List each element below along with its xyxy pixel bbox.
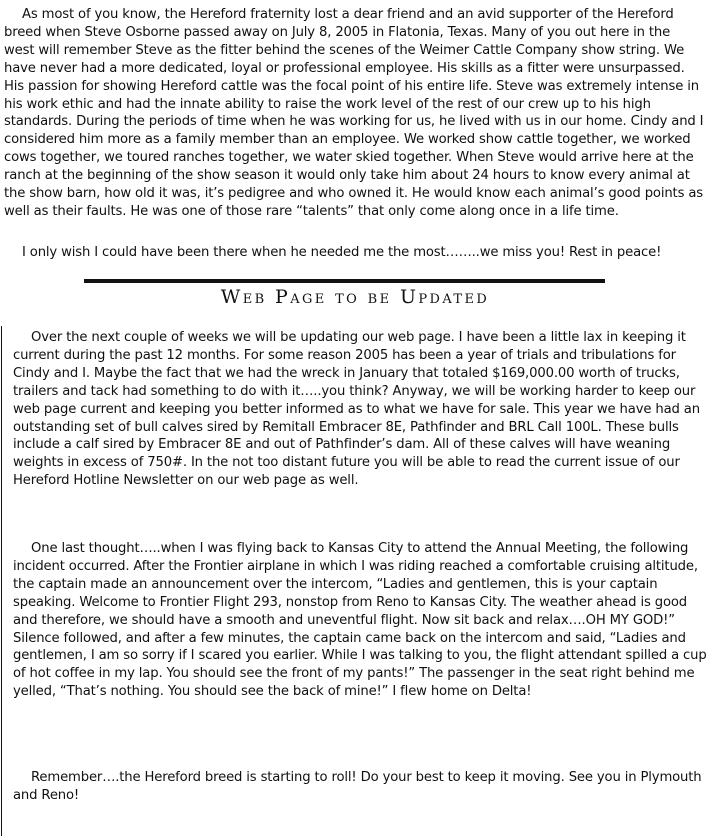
closing-text: Remember….the Hereford breed is starting to roll! Do your best to keep it moving. See you in Plymouth and Reno! [13, 770, 702, 803]
section-divider [84, 279, 605, 283]
tribute-paragraph [4, 6, 704, 221]
tribute-closing: I only wish I could have been there when he needed me the most……..we miss you! Rest in peace! [22, 245, 662, 260]
closing-paragraph [13, 769, 707, 805]
airplane-story-text: One last thought…..when I was flying back to Kansas City to attend the Annual Meeting, the following incident occurred. After the Frontier airplane in which I was riding reached a comfortable cruising altitude, the captain made an announcement over the intercom, “Ladies and gentlemen, this is your captain speaking. Welcome to Frontier Flight 293, nonstop from Reno to Kansas City. The weather ahead is good and therefore, we should have a smooth and uneventful flight. Now sit back and relax….OH MY GOD!” Silence followed, and after a few minutes, the captain came back on the intercom and said, “Ladies and gentlemen, I am so sorry if I scared you earlier. While I was talking to you, the flight attendant spilled a cup of hot coffee in my lap. You should see the front of my pants!” The passenger in the seat right behind me yelled, “That’s nothing. You should see the back of mine!” I flew home on Delta! [13, 541, 707, 700]
web-update-text: Over the next couple of weeks we will be updating our web page. I have been a little lax in keeping it current during the past 12 months. For some reason 2005 has been a year of trials and tribulations for Cindy and I. Maybe the fact that we had the wreck in January that totaled $169,000.00 worth of trucks, trailers and tack had something to do with it…..you think? Anyway, we will be working harder to keep our web page current and keeping you better informed as to what we have for sale. This year we have had an outstanding set of bull calves sired by Remitall Embracer 8E, Pathfinder and BRL Call 100L. These bulls include a calf sired by Embracer 8E and out of Pathfinder’s dam. All of these calves will have weaning weights in excess of 750#. In the not too distant future you will be able to read the current issue of our Hereford Hotline Newsletter on our web page as well. [13, 330, 700, 489]
column-border-line [1, 326, 2, 836]
section-heading: Web Page to be Updated [220, 286, 490, 308]
airplane-story-paragraph [13, 540, 707, 701]
tribute-text: As most of you know, the Hereford fraternity lost a dear friend and an avid supporter of the Hereford breed when Steve Osborne passed away on July 8, 2005 in Flatonia, Texas. Many of you out here in the west will remember Steve as the fitter behind the scenes of the Weimer Cattle Company show string. We have never had a more dedicated, loyal or professional employee. His skills as a fitter were unsurpassed. His passion for showing Hereford cattle was the focal point of his entire life. Steve was extremely intense in his work ethic and had the innate ability to raise the work level of the rest of our crew up to his high standards. During the periods of time when he was working for us, he lived with us in our home. Cindy and I considered him more as a family member than an employee. We worked show cattle together, we worked cows together, we toured ranches together, we water skied together. When Steve would arrive here at the ranch at the beginning of the show season it would only take him about 24 hours to know every animal at the show barn, how old it was, it’s pedigree and who owned it. He would know each animal’s good points as well as their faults. He was one of those rare “talents” that only come along once in a life time. [4, 7, 704, 219]
web-update-paragraph [13, 329, 707, 490]
